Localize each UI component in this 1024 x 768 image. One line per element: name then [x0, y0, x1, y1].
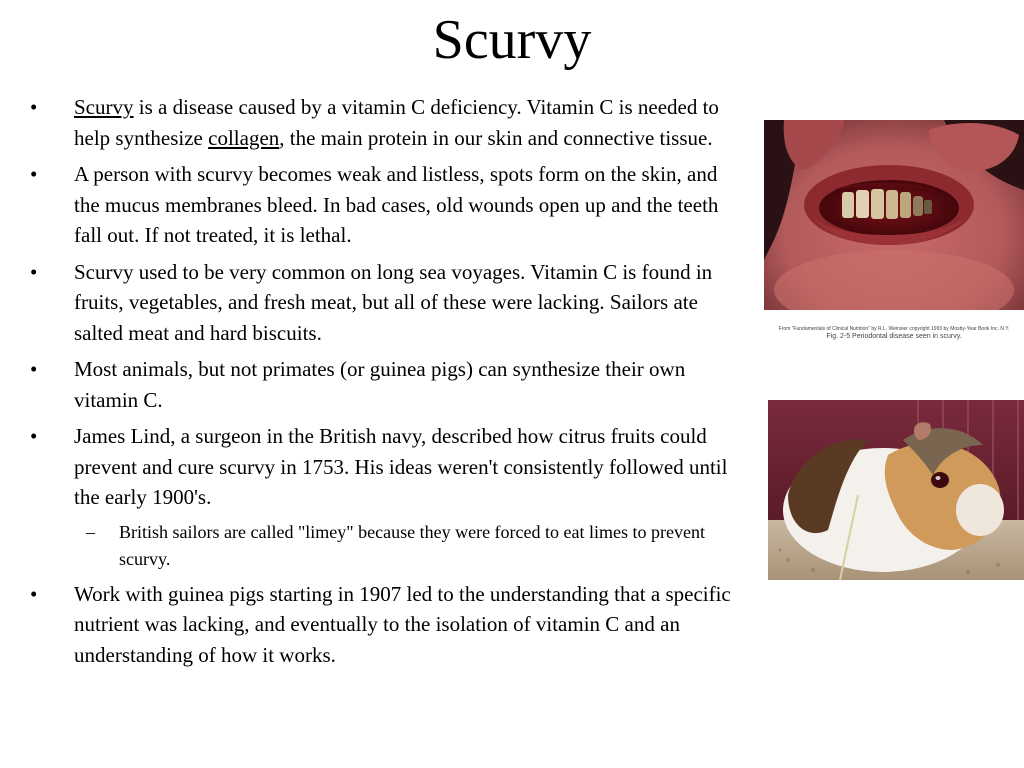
photo-credit: From "Fundamentals of Clinical Nutrition" by R.L. Weinsier copyright 1993 by Mosby-Year Book Inc. N.Y. [778, 326, 1010, 332]
bullet-text [74, 162, 718, 247]
photo-caption: Fig. 2-5 Periodontal disease seen in scurvy. [826, 333, 962, 340]
bullet-text [74, 582, 731, 667]
sub-bullet-text: British sailors are called "limey" because they were forced to eat limes to prevent scurvy. [119, 521, 705, 569]
bullet-marker: • [30, 581, 38, 606]
bullet-marker: • [30, 357, 38, 381]
bullet-item [30, 257, 736, 349]
slide-title: Scurvy [432, 9, 592, 71]
term-link[interactable]: Scurvy [74, 95, 134, 119]
bullet-marker: • [30, 95, 38, 119]
scurvy-mouth-photo [764, 120, 1024, 341]
bullet-text-segment: Scurvy used to be very common on long sea voyages. Vitamin C is found in fruits, vegetables, and fresh meat, but all of these were lacking. Sailors ate salted meat and hard biscuits. [74, 259, 713, 345]
bullet-marker: • [30, 162, 38, 186]
guinea-pig-photo [768, 400, 1024, 580]
bullet-text-segment: Work with guinea pigs starting in 1907 led to the understanding that a specific nutrient was lacking, and eventually to the isolation of vitamin C and an understanding of how it works. [74, 581, 731, 667]
bullet-text-segment: Most animals, but not primates (or guinea pigs) can synthesize their own vitamin C. [74, 357, 686, 412]
bullet-text-segment: is a disease caused by a vitamin C deficiency. Vitamin C is needed to help synthesize [74, 95, 719, 150]
bullet-item [30, 354, 736, 415]
bullet-text [74, 357, 685, 412]
bullet-text-segment: A person with scurvy becomes weak and listless, spots form on the skin, and the mucus membranes bleed. In bad cases, old wounds open up and the teeth fall out. If not treated, it is lethal. [74, 162, 719, 247]
guinea-pig-image [768, 400, 1024, 580]
bullet-text-segment: , the main protein in our skin and connective tissue. [279, 125, 713, 150]
bullet-list [30, 92, 736, 676]
sub-bullet-item [30, 519, 736, 573]
sub-bullet-marker: – [86, 521, 95, 542]
bullet-item [30, 579, 736, 671]
bullet-text-segment: James Lind, a surgeon in the British navy, described how citrus fruits could prevent and cure scurvy in 1753. His ideas weren't consistently followed until the early 1900's. [74, 424, 728, 509]
mouth-image [764, 120, 1024, 325]
bullet-text [74, 95, 719, 150]
bullet-item [30, 159, 736, 251]
term-link[interactable]: collagen [208, 125, 280, 150]
bullet-marker: • [30, 424, 38, 448]
bullet-marker: • [30, 259, 38, 284]
bullet-text [74, 260, 712, 345]
bullet-item [30, 421, 736, 513]
bullet-text [74, 424, 727, 509]
bullet-item [30, 92, 736, 153]
